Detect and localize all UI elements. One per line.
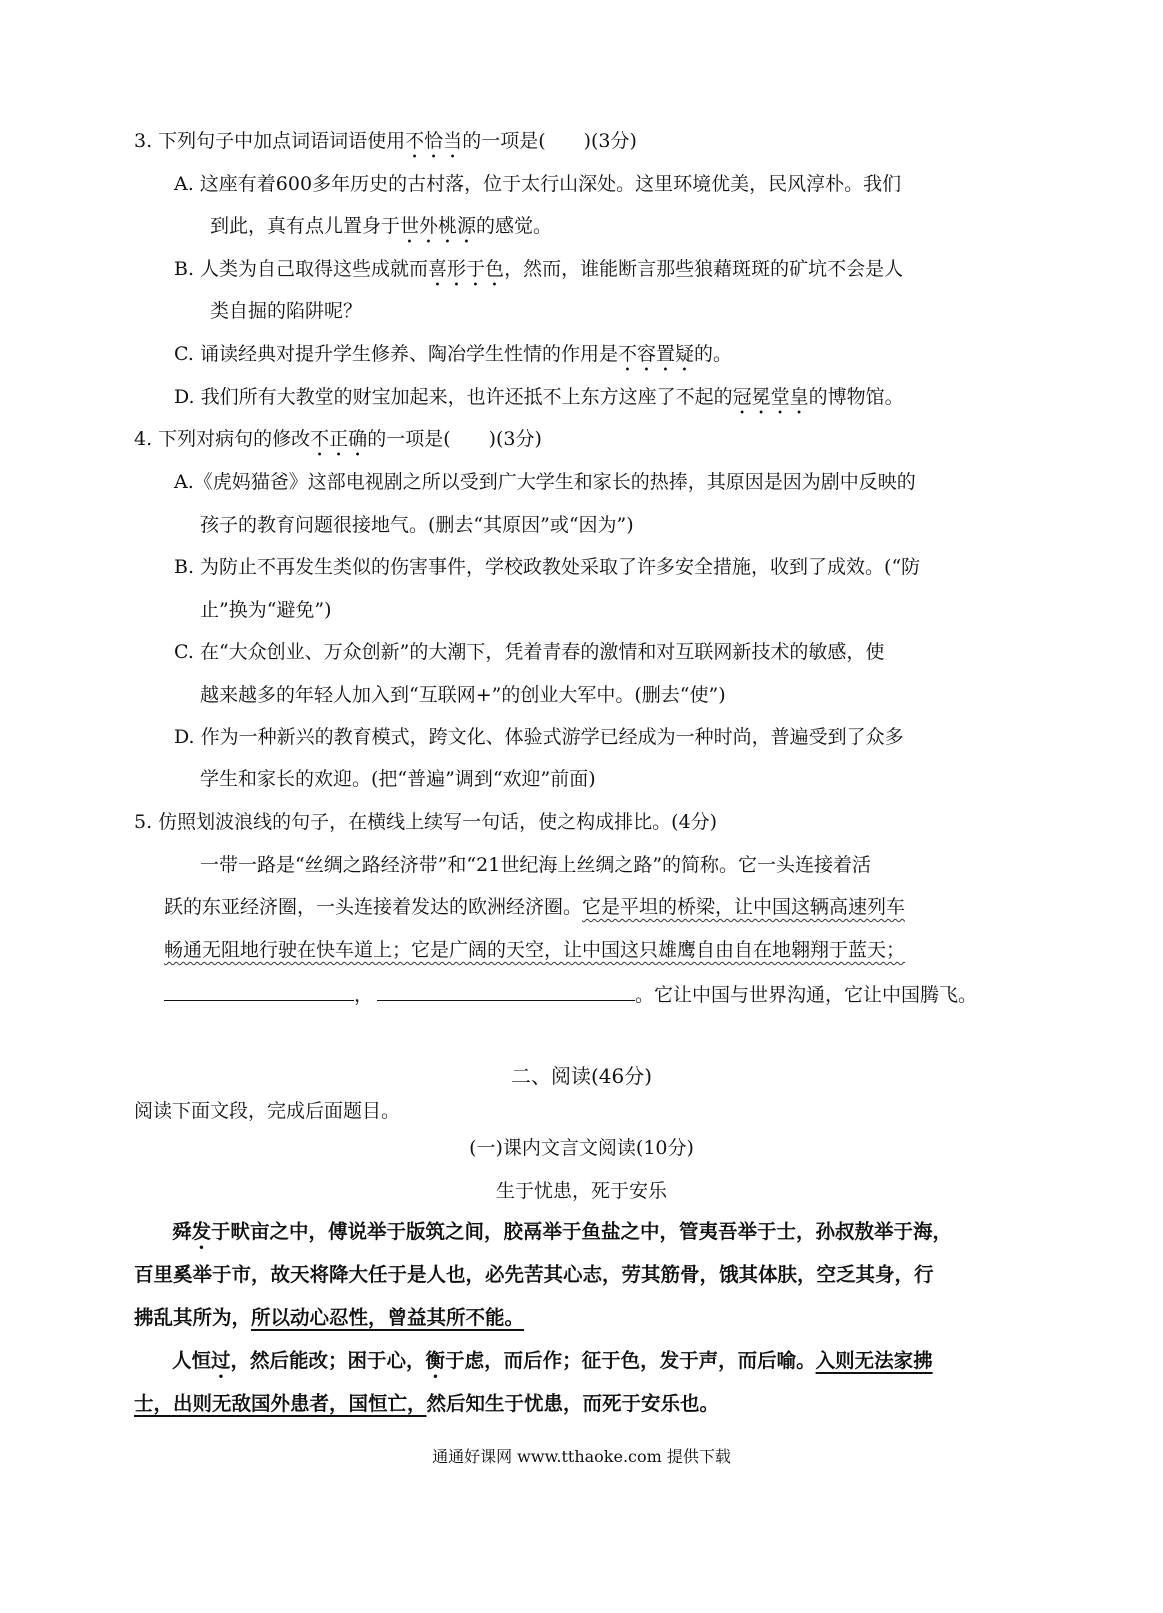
passage-line4: 人恒过，然后能改；困于心，衡于虑，而后作；征于色，发于声，而后喻。入则无法家拂 (172, 1349, 933, 1372)
q3-option-c: C. 诵读经典对提升学生修养、陶冶学生性情的作用是不容置疑的。 (174, 343, 732, 365)
q3-option-a-line1: A. 这座有着600多年历史的古村落，位于太行山深处。这里环境优美，民风淳朴。我们 (174, 173, 902, 195)
answer-blank-2[interactable] (377, 980, 635, 1001)
q4-option-a-line1: A.《虎妈猫爸》这部电视剧之所以受到广大学生和家长的热捧，其原因是因为剧中反映的 (174, 471, 916, 493)
footer-credit: 通通好课网 www.tthaoke.com 提供下载 (432, 1447, 731, 1466)
wavy-sentence-part1: 它是平坦的桥梁，让中国这辆高速列车 (582, 896, 906, 918)
q5-passage-line1: 一带一路是“丝绸之路经济带”和“21世纪海上丝绸之路”的简称。它一头连接着活 (200, 854, 872, 876)
q4-option-b-line2: 止”换为“避免”) (200, 599, 332, 621)
passage-line2: 百里奚举于市，故天将降大任于是人也，必先苦其心志，劳其筋骨，饿其体肤，空乏其身，行 (134, 1263, 934, 1286)
q5-stem: 5. 仿照划波浪线的句子，在横线上续写一句话，使之构成排比。(4分) (134, 811, 718, 833)
answer-blank-1[interactable] (164, 980, 354, 1001)
q4-option-d-line1: D. 作为一种新兴的教育模式，跨文化、体验式游学已经成为一种时尚，普遍受到了众多 (174, 726, 904, 748)
q3-option-b-line1: B. 人类为自己取得这些成就而喜形于色，然而，谁能断言那些狼藉斑斑的矿坑不会是人 (174, 258, 904, 280)
q4-option-c-line1: C. 在“大众创业、万众创新”的大潮下，凭着青春的激情和对互联网新技术的敏感，使 (174, 641, 885, 663)
subsection-title: (一)课内文言文阅读(10分) (469, 1137, 694, 1159)
q4-option-b-line1: B. 为防止不再发生类似的伤害事件，学校政教处采取了许多安全措施，收到了成效。(“防 (174, 556, 921, 578)
section-title: 二、阅读(46分) (510, 1064, 653, 1088)
underlined-sentence-2: 入则无法家拂 (815, 1349, 933, 1372)
q3-stem: 3. 下列句子中加点词语词语使用不恰当的一项是( )(3分) (134, 130, 637, 152)
q3-option-b-line2: 类自掘的陷阱呢？ (210, 300, 363, 322)
q4-option-a-line2: 孩子的教育问题很接地气。(删去“其原因”或“因为”) (200, 514, 634, 536)
passage-line5: 士，出则无敌国外患者，国恒亡，然后知生于忧患，而死于安乐也。 (134, 1392, 720, 1415)
q5-answer-line: ， 。它让中国与世界沟通，它让中国腾飞。 (164, 980, 977, 1008)
q4-stem: 4. 下列对病句的修改不正确的一项是( )(3分) (134, 428, 542, 450)
passage-line3: 拂乱其所为，所以动心忍性，曾益其所不能。 (134, 1306, 525, 1329)
wavy-sentence-part2: 畅通无阻地行驶在快车道上；它是广阔的天空，让中国这只雄鹰自由自在地翱翔于蓝天； (164, 939, 906, 961)
reading-instruction: 阅读下面文段，完成后面题目。 (134, 1100, 401, 1122)
q4-option-d-line2: 学生和家长的欢迎。(把“普遍”调到“欢迎”前面) (200, 768, 596, 790)
q3-option-d: D. 我们所有大教堂的财宝加起来，也许还抵不上东方这座了不起的冠冕堂皇的博物馆。 (174, 386, 904, 408)
article-title: 生于忧患，死于安乐 (495, 1180, 667, 1202)
q5-passage-line2: 跃的东亚经济圈，一头连接着发达的欧洲经济圈。它是平坦的桥梁，让中国这辆高速列车 (164, 896, 906, 918)
passage-line1: 舜发于畎亩之中，傅说举于版筑之间，胶鬲举于鱼盐之中，管夷吾举于士，孙叔敖举于海， (172, 1220, 953, 1243)
q4-option-c-line2: 越来越多的年轻人加入到“互联网+”的创业大军中。(删去“使”) (200, 684, 726, 706)
underlined-sentence-1: 所以动心忍性，曾益其所不能。 (251, 1306, 525, 1329)
q3-option-a-line2: 到此，真有点儿置身于世外桃源的感觉。 (210, 215, 553, 237)
q5-passage-line3 (164, 937, 905, 963)
